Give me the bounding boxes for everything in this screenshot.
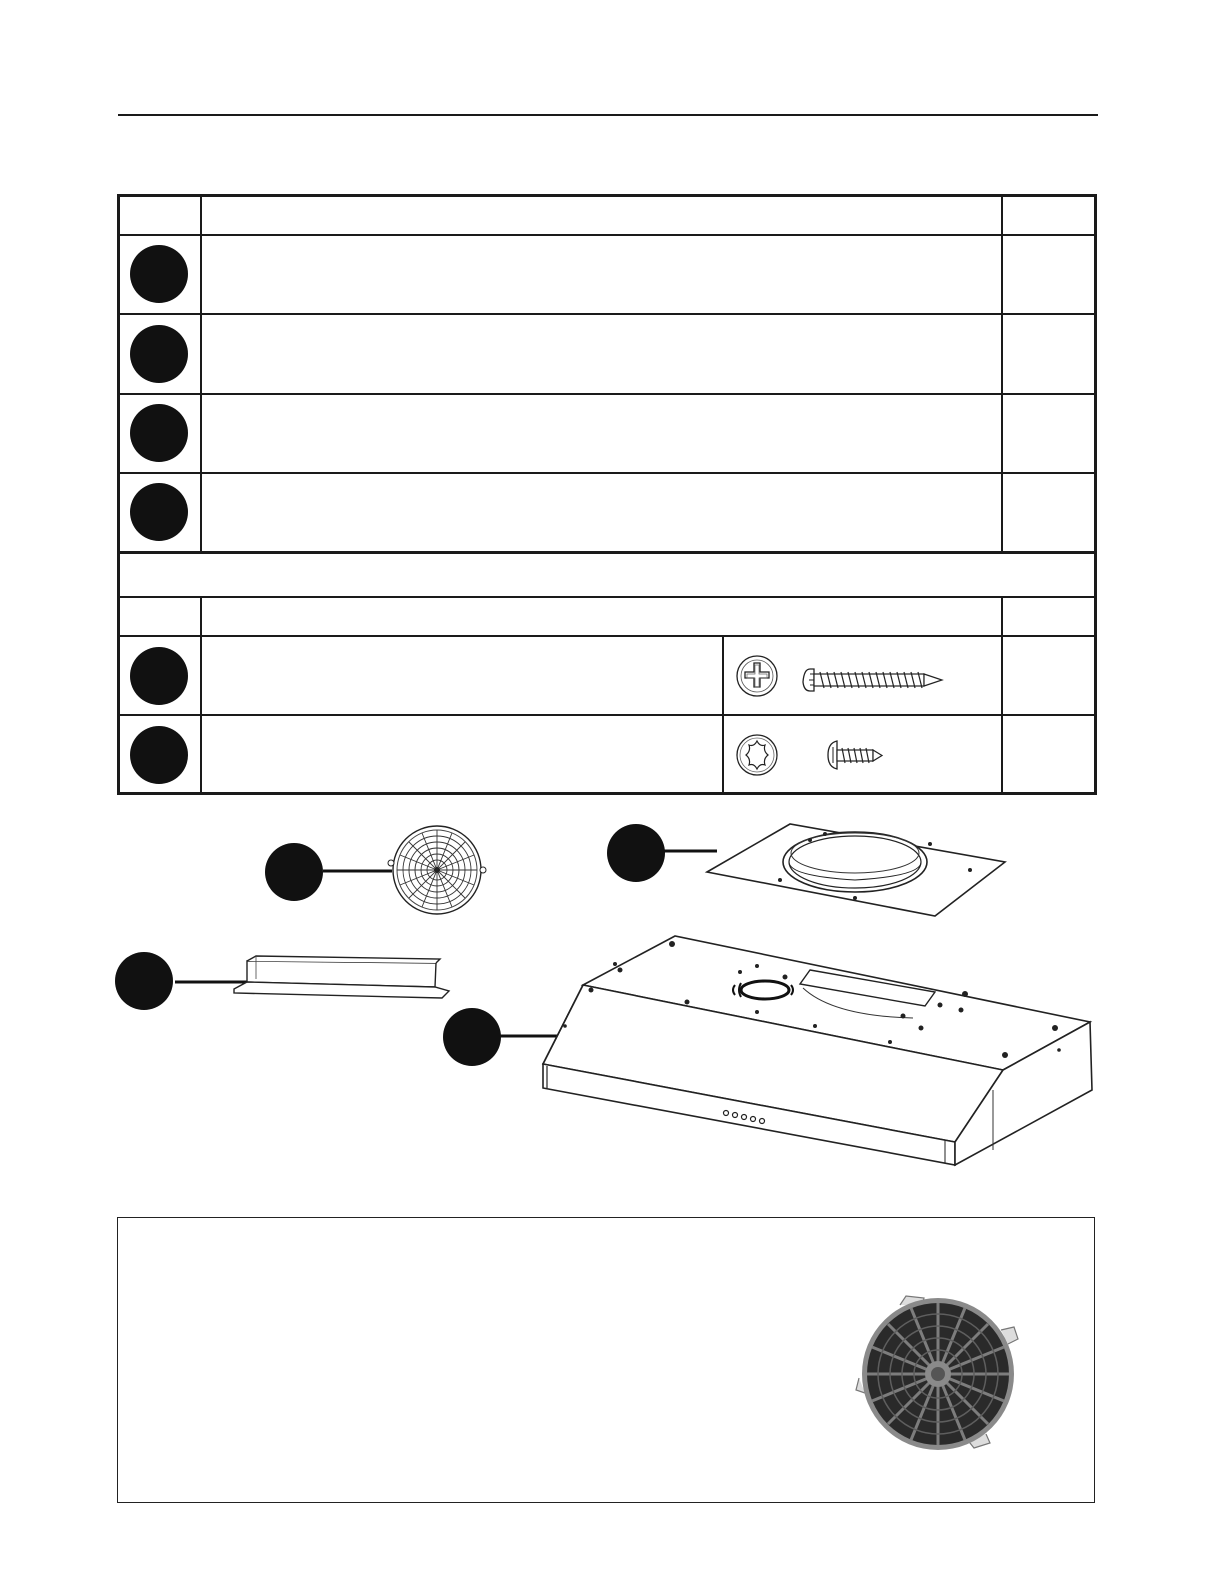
callout-badge (265, 843, 323, 901)
callout-badge (607, 824, 665, 882)
item-badge (130, 647, 188, 705)
rectangular-duct-adapter-icon (170, 945, 460, 1005)
charcoal-filter-icon (853, 1288, 1043, 1458)
range-hood-body-icon (495, 930, 1100, 1175)
item-badge (130, 245, 188, 303)
item-badge (130, 726, 188, 784)
callout-badge (115, 952, 173, 1010)
note-box (117, 1217, 1095, 1503)
grease-filter-icon (320, 820, 500, 920)
item-badge (130, 483, 188, 541)
torx-short-screw-icon (730, 724, 995, 786)
item-badge (130, 404, 188, 462)
item-badge (130, 325, 188, 383)
callout-badge (443, 1008, 501, 1066)
phillips-long-screw-icon (730, 645, 995, 707)
duct-mounting-plate-icon (660, 820, 1010, 920)
top-rule (118, 114, 1098, 116)
